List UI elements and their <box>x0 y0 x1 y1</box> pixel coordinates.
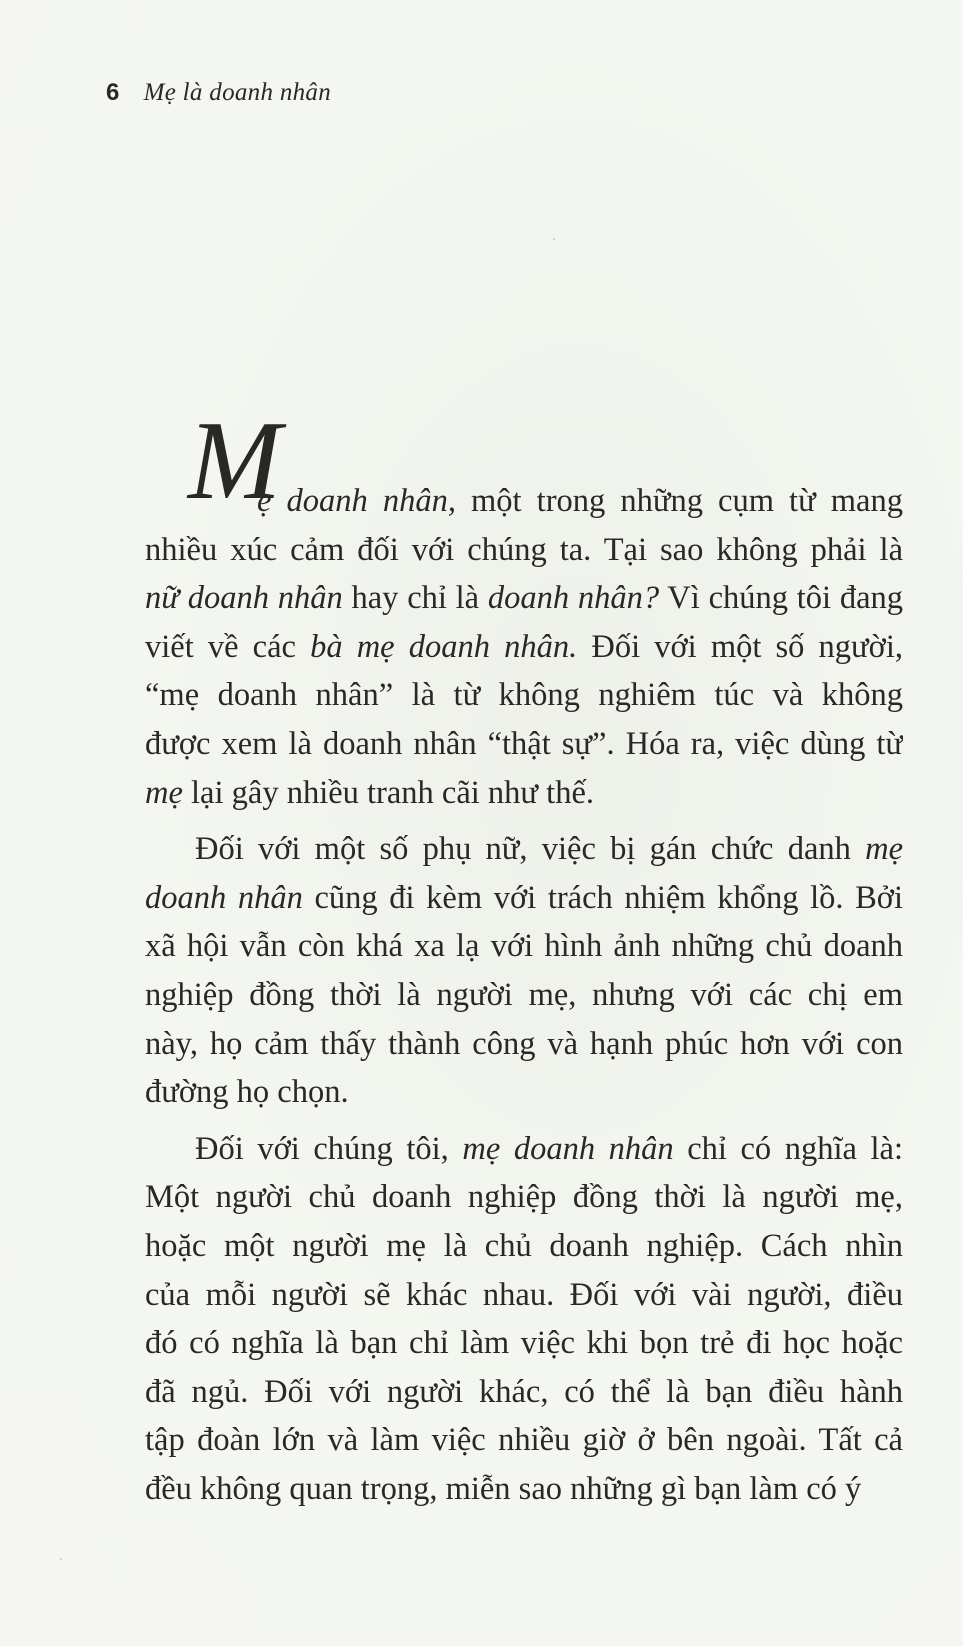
italic-text: bà mẹ doanh nhân. <box>310 628 578 665</box>
text-line <box>145 671 903 720</box>
text-run: hoặc một người mẹ là chủ doanh nghiệp. Cách nhìn <box>145 1227 903 1264</box>
paragraph <box>145 825 903 1117</box>
text-line <box>145 971 903 1020</box>
text-run: tập đoàn lớn và làm việc nhiều giờ ở bên ngoài. Tất cả <box>145 1422 903 1459</box>
text-run: một trong những cụm từ mang <box>455 483 903 519</box>
text-line <box>145 526 903 575</box>
text-line <box>145 720 903 769</box>
italic-text: mẹ <box>865 831 903 868</box>
page-number: 6 <box>106 79 120 106</box>
text-run: nghiệp đồng thời là người mẹ, nhưng với các chị em <box>145 976 903 1013</box>
italic-text: doanh nhân <box>145 879 303 916</box>
text-line <box>145 1222 903 1271</box>
text-line <box>145 874 903 923</box>
text-run: này, họ cảm thấy thành công và hạnh phúc hơn với con <box>145 1025 903 1062</box>
paragraph <box>145 1125 903 1514</box>
running-head <box>106 78 331 108</box>
text-line <box>145 1068 903 1117</box>
text-run: đã ngủ. Đối với người khác, có thể là bạn điều hành <box>145 1373 903 1410</box>
text-line <box>145 623 903 672</box>
text-line <box>145 1271 903 1320</box>
text-line <box>145 1020 903 1069</box>
paper-speck <box>553 238 555 240</box>
text-run: Một người chủ doanh nghiệp đồng thời là người mẹ, <box>145 1179 903 1216</box>
text-line <box>145 1125 903 1174</box>
text-run: lại gây nhiều tranh cãi như thế. <box>182 774 594 811</box>
text-run: cũng đi kèm với trách nhiệm khổng lồ. Bởi <box>302 879 903 916</box>
text-run: đó có nghĩa là bạn chỉ làm việc khi bọn trẻ đi học hoặc <box>145 1325 903 1362</box>
body-text <box>145 477 903 1513</box>
text-line <box>145 1368 903 1417</box>
text-run: của mỗi người sẽ khác nhau. Đối với vài người, điều <box>145 1276 903 1313</box>
text-run: được xem là doanh nhân “thật sự”. Hóa ra, việc dùng từ <box>145 725 903 762</box>
paragraph <box>145 477 903 817</box>
drop-cap: M <box>188 399 282 523</box>
text-line <box>145 1465 903 1514</box>
italic-text: mẹ <box>145 774 183 811</box>
text-run: xã hội vẫn còn khá xa lạ với hình ảnh những chủ doanh <box>145 928 903 965</box>
text-run: Đối với chúng tôi, <box>195 1130 463 1167</box>
italic-text: nữ doanh nhân <box>145 580 343 617</box>
text-line <box>145 477 903 526</box>
text-line <box>145 1416 903 1465</box>
text-run: đều không quan trọng, miễn sao những gì bạn làm có ý <box>145 1470 862 1507</box>
chapter-title: Mẹ là doanh nhân <box>143 79 332 106</box>
italic-text: ẹ doanh nhân, <box>257 483 456 519</box>
paragraph-gap <box>145 1117 903 1125</box>
text-line <box>145 1173 903 1222</box>
italic-text: mẹ doanh nhân <box>462 1130 674 1167</box>
text-line <box>145 1319 903 1368</box>
text-line <box>145 922 903 971</box>
text-line <box>145 574 903 623</box>
text-run: nhiều xúc cảm đối với chúng ta. Tại sao không phải là <box>145 531 903 568</box>
text-run: Vì chúng tôi đang <box>659 580 903 617</box>
text-run: Đối với một số người, <box>577 628 903 665</box>
text-line <box>145 769 903 818</box>
text-run: “mẹ doanh nhân” là từ không nghiêm túc và không <box>145 677 903 714</box>
text-run: đường họ chọn. <box>145 1074 349 1111</box>
text-run: hay chỉ là <box>342 580 488 617</box>
paper-speck <box>60 1558 62 1560</box>
italic-text: doanh nhân? <box>487 580 660 617</box>
text-run: viết về các <box>145 628 311 665</box>
text-run: chỉ có nghĩa là: <box>673 1130 903 1167</box>
text-run: Đối với một số phụ nữ, việc bị gán chức danh <box>195 831 866 868</box>
paragraph-gap <box>145 817 903 825</box>
text-line <box>145 825 903 874</box>
